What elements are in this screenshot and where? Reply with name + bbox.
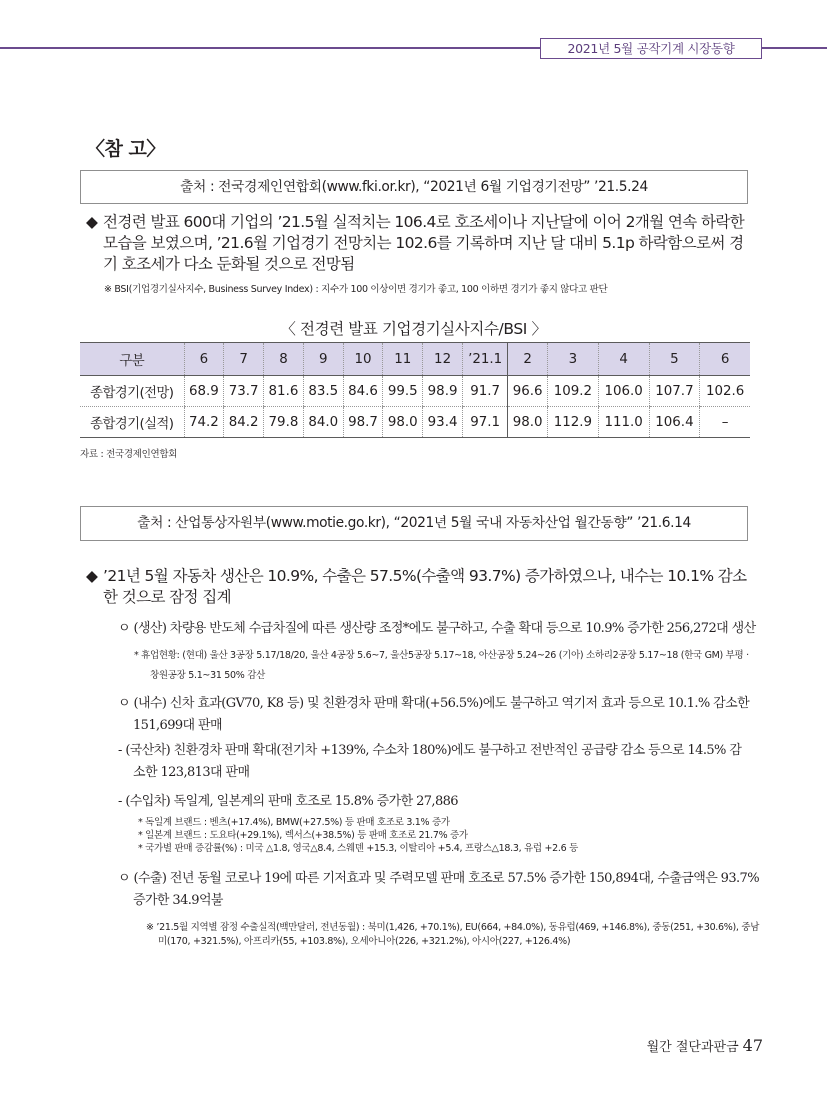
table-header-cell: 7 (224, 343, 264, 376)
import-note: * 일본계 브랜드 : 도요타(+29.1%), 렉서스(+38.5%) 등 판매 호조로 21.7% 증가 (138, 830, 468, 841)
header-title: 2021년 5월 공작기계 시장동향 (540, 38, 762, 59)
diamond-bullet-icon: ◆ (86, 567, 98, 585)
bullet-auto (86, 566, 751, 608)
table-header-cell: 2 (508, 343, 548, 376)
row-label: 종합경기(실적) (80, 407, 184, 438)
bullet-text: ’21년 5월 자동차 생산은 10.9%, 수출은 57.5%(수출액 93.7%) 증가하였으나, 내수는 10.1% 감소한 것으로 잠정 집계 (103, 567, 747, 606)
magazine-name: 월간 절단과판금 (646, 1040, 739, 1055)
table-cell: 98.9 (423, 376, 463, 407)
row-label: 종합경기(전망) (80, 376, 184, 407)
domestic-brand-line-1: - (국산차) 친환경차 판매 확대(전기차 +139%, 수소차 180%)에도 불구하고 전반적인 공급량 감소 등으로 14.5% 감 (118, 743, 742, 758)
table-header-cell: 8 (264, 343, 304, 376)
table-source: 자료 : 전국경제인연합회 (80, 449, 178, 460)
table-cell: 91.7 (462, 376, 507, 407)
import-note: * 독일계 브랜드 : 벤츠(+17.4%), BMW(+27.5%) 등 판매 호조로 3.1% 증가 (138, 817, 450, 828)
table-row (80, 376, 750, 407)
table-cell: 102.6 (700, 376, 750, 407)
reference-heading: 〈참 고〉 (86, 138, 165, 160)
table-header-cell: 6 (700, 343, 750, 376)
bullet-text: 전경련 발표 600대 기업의 ’21.5월 실적치는 106.4로 호조세이나 지난달에 이어 2개월 연속 하락한 모습을 보였으며, ’21.6월 기업경기 전망치는 102.6를 기록하며 지난 달 대비 5.1p 하락함으로써 경기 호조세가 다소 둔화될 것으로 전망됨 (103, 213, 745, 273)
table-header-cell: 12 (423, 343, 463, 376)
table-row (80, 407, 750, 438)
table-header-cell: 구분 (80, 343, 184, 376)
domestic-line-1: ㅇ (내수) 신차 효과(GV70, K8 등) 및 친환경차 판매 확대(+56.5%)에도 불구하고 역기저 효과 등으로 10.1.% 감소한 (118, 696, 750, 711)
table-cell: 81.6 (264, 376, 304, 407)
export-line-1: ㅇ (수출) 전년 동월 코로나 19에 따른 기저효과 및 주력모델 판매 호조로 57.5% 증가한 150,894대, 수출금액은 93.7% (118, 871, 759, 886)
page-number: 47 (742, 1036, 763, 1055)
source-box-motie: 출처 : 산업통상자원부(www.motie.go.kr), “2021년 5월 국내 자동차산업 월간동향” ’21.6.14 (80, 506, 748, 541)
import-line: - (수입차) 독일계, 일본계의 판매 호조로 15.8% 증가한 27,886 (118, 794, 458, 809)
table-cell: 98.0 (508, 407, 548, 438)
table-cell: 74.2 (184, 407, 224, 438)
import-note: * 국가별 판매 증감률(%) : 미국 △1.8, 영국△8.4, 스웨덴 +15.3, 이탈리아 +5.4, 프랑스△18.3, 유럽 +2.6 등 (138, 843, 578, 854)
table-cell: 93.4 (423, 407, 463, 438)
table-header-cell: 4 (598, 343, 649, 376)
table-header-cell: 6 (184, 343, 224, 376)
table-cell: 99.5 (383, 376, 423, 407)
table-cell: 79.8 (264, 407, 304, 438)
production-line: ㅇ (생산) 차량용 반도체 수급차질에 따른 생산량 조정*에도 불구하고, 수출 확대 등으로 10.9% 증가한 256,272대 생산 (118, 621, 756, 636)
table-header-cell: 3 (548, 343, 599, 376)
table-cell: 84.2 (224, 407, 264, 438)
production-note-2: 창원공장 5.1~31 50% 감산 (150, 670, 265, 681)
table-cell: 97.1 (462, 407, 507, 438)
table-header-row (80, 343, 750, 376)
bullet-bsi (86, 212, 751, 275)
table-cell: 96.6 (508, 376, 548, 407)
export-line-2: 증가한 34.9억불 (133, 893, 223, 908)
export-note-1: ※ ’21.5월 지역별 잠정 수출실적(백만달러, 전년동월) : 북미(1,426, +70.1%), EU(664, +84.0%), 동유럽(469, +146.8%), 중동(251, +30.6%), 중남 (146, 922, 760, 933)
table-cell: 98.0 (383, 407, 423, 438)
table-cell: 112.9 (548, 407, 599, 438)
export-note-2: 미(170, +321.5%), 아프리카(55, +103.8%), 오세아니아(226, +321.2%), 아시아(227, +126.4%) (158, 936, 571, 947)
table-cell: 98.7 (343, 407, 383, 438)
table-cell: 68.9 (184, 376, 224, 407)
production-note-1: * 휴업현황: (현대) 울산 3공장 5.17/18/20, 울산 4공장 5.6~7, 울산5공장 5.17~18, 아산공장 5.24~26 (기아) 소하리2공장 5.17~18 (한국 GM) 부평 · (134, 650, 749, 661)
table-cell: – (700, 407, 750, 438)
domestic-brand-line-2: 소한 123,813대 판매 (133, 765, 250, 780)
page-footer (647, 1036, 763, 1055)
table-header-cell: 10 (343, 343, 383, 376)
domestic-line-2: 151,699대 판매 (133, 718, 222, 733)
table-title: 〈 전경련 발표 기업경기실사지수/BSI 〉 (280, 320, 547, 338)
table-cell: 73.7 (224, 376, 264, 407)
table-header-cell: 11 (383, 343, 423, 376)
table-header-cell: 5 (649, 343, 700, 376)
table-cell: 84.6 (343, 376, 383, 407)
table-cell: 106.4 (649, 407, 700, 438)
table-cell: 111.0 (598, 407, 649, 438)
table-cell: 84.0 (303, 407, 343, 438)
table-header-cell: ’21.1 (462, 343, 507, 376)
table-cell: 107.7 (649, 376, 700, 407)
diamond-bullet-icon: ◆ (86, 213, 98, 231)
bsi-note: ※ BSI(기업경기실사지수, Business Survey Index) : 지수가 100 이상이면 경기가 좋고, 100 이하면 경기가 좋지 않다고 판단 (104, 284, 608, 295)
source-box-fki: 출처 : 전국경제인연합회(www.fki.or.kr), “2021년 6월 기업경기전망” ’21.5.24 (80, 170, 748, 204)
table-cell: 109.2 (548, 376, 599, 407)
bsi-table (80, 342, 750, 438)
table-cell: 106.0 (598, 376, 649, 407)
table-cell: 83.5 (303, 376, 343, 407)
table-header-cell: 9 (303, 343, 343, 376)
